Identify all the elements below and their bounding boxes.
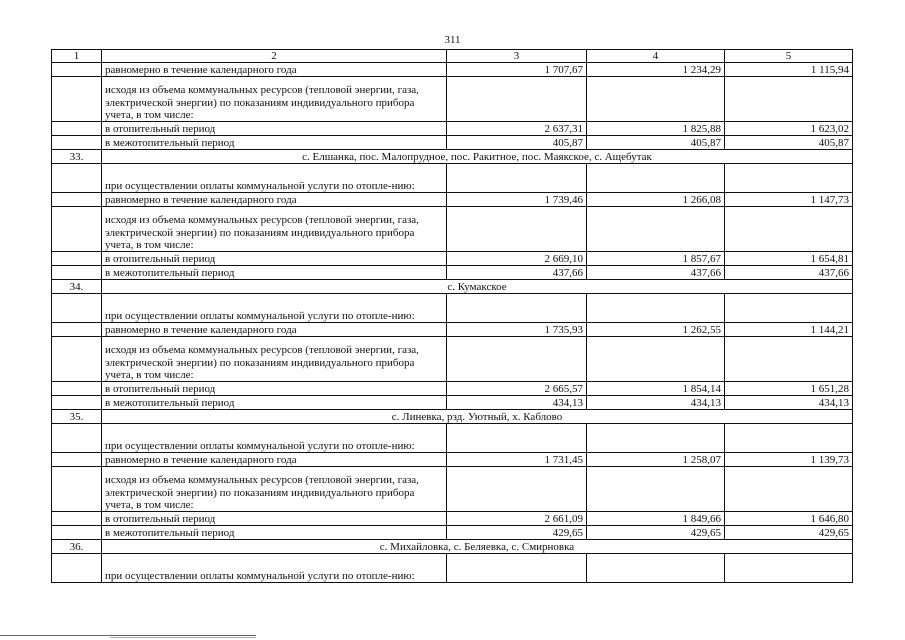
table-row	[52, 396, 853, 410]
row-number-cell	[52, 554, 102, 583]
locality-heading-cell: с. Елшанка, пос. Малопрудное, пос. Ракитное, пос. Маякское, с. Ащебутак	[102, 150, 853, 164]
table-row	[52, 540, 853, 554]
value-col-3-cell: 1 739,46	[447, 193, 587, 207]
row-number-cell	[52, 453, 102, 467]
description-cell: равномерно в течение календарного года	[102, 453, 447, 467]
value-col-4-cell: 429,65	[587, 526, 725, 540]
table-row	[52, 467, 853, 512]
value-col-5-cell: 434,13	[725, 396, 853, 410]
empty-col-3-cell	[447, 554, 587, 583]
empty-col-3-cell	[447, 424, 587, 453]
table-row	[52, 554, 853, 583]
description-cell: в отопительный период	[102, 252, 447, 266]
description-cell: исходя из объема коммунальных ресурсов (тепловой энергии, газа, электрической энергии) по показаниям индивидуального прибора учета, в том числе:	[102, 337, 447, 382]
value-col-5-cell: 437,66	[725, 266, 853, 280]
value-col-3-cell: 1 731,45	[447, 453, 587, 467]
row-number-cell	[52, 382, 102, 396]
value-col-3-cell: 405,87	[447, 136, 587, 150]
value-col-5-cell: 1 623,02	[725, 122, 853, 136]
empty-col-3-cell	[447, 294, 587, 323]
table-row	[52, 150, 853, 164]
table-row	[52, 280, 853, 294]
row-number-cell	[52, 266, 102, 280]
value-col-3-cell: 2 637,31	[447, 122, 587, 136]
value-col-4-cell: 1 854,14	[587, 382, 725, 396]
table-row	[52, 294, 853, 323]
description-cell: при осуществлении оплаты коммунальной услуги по отопле-нию:	[102, 424, 447, 453]
empty-col-5-cell	[725, 337, 853, 382]
description-cell: исходя из объема коммунальных ресурсов (тепловой энергии, газа, электрической энергии) по показаниям индивидуального прибора учета, в том числе:	[102, 207, 447, 252]
table-row	[52, 512, 853, 526]
table-body	[52, 63, 853, 583]
empty-col-3-cell	[447, 467, 587, 512]
description-cell: при осуществлении оплаты коммунальной услуги по отопле-нию:	[102, 164, 447, 193]
empty-col-5-cell	[725, 467, 853, 512]
description-cell: равномерно в течение календарного года	[102, 323, 447, 337]
value-col-5-cell: 1 147,73	[725, 193, 853, 207]
table-row	[52, 410, 853, 424]
table-row	[52, 164, 853, 193]
value-col-4-cell: 1 258,07	[587, 453, 725, 467]
locality-heading-cell: с. Линевка, рзд. Уютный, х. Каблово	[102, 410, 853, 424]
empty-col-4-cell	[587, 337, 725, 382]
description-cell: равномерно в течение календарного года	[102, 193, 447, 207]
row-number-cell	[52, 193, 102, 207]
row-number-cell	[52, 164, 102, 193]
value-col-4-cell: 434,13	[587, 396, 725, 410]
value-col-5-cell: 1 139,73	[725, 453, 853, 467]
table-row	[52, 207, 853, 252]
locality-heading-cell: с. Кумакское	[102, 280, 853, 294]
description-cell: в отопительный период	[102, 122, 447, 136]
value-col-3-cell: 1 735,93	[447, 323, 587, 337]
footer-rule	[0, 635, 256, 636]
value-col-3-cell: 2 661,09	[447, 512, 587, 526]
empty-col-5-cell	[725, 77, 853, 122]
empty-col-3-cell	[447, 77, 587, 122]
header-col-1: 1	[52, 50, 102, 63]
value-col-3-cell: 2 669,10	[447, 252, 587, 266]
table-row	[52, 252, 853, 266]
header-row	[52, 50, 853, 63]
value-col-3-cell: 1 707,67	[447, 63, 587, 77]
description-cell: в межотопительный период	[102, 136, 447, 150]
description-cell: равномерно в течение календарного года	[102, 63, 447, 77]
description-cell: при осуществлении оплаты коммунальной услуги по отопле-нию:	[102, 294, 447, 323]
header-col-3: 3	[447, 50, 587, 63]
table-row	[52, 63, 853, 77]
empty-col-4-cell	[587, 207, 725, 252]
value-col-4-cell: 1 266,08	[587, 193, 725, 207]
table-row	[52, 337, 853, 382]
table-row	[52, 526, 853, 540]
empty-col-5-cell	[725, 424, 853, 453]
header-col-5: 5	[725, 50, 853, 63]
table-row	[52, 122, 853, 136]
value-col-5-cell: 1 651,28	[725, 382, 853, 396]
empty-col-3-cell	[447, 207, 587, 252]
value-col-3-cell: 434,13	[447, 396, 587, 410]
value-col-4-cell: 1 849,66	[587, 512, 725, 526]
row-number-cell: 33.	[52, 150, 102, 164]
table-row	[52, 323, 853, 337]
description-cell: в отопительный период	[102, 382, 447, 396]
empty-col-3-cell	[447, 164, 587, 193]
empty-col-4-cell	[587, 467, 725, 512]
value-col-3-cell: 429,65	[447, 526, 587, 540]
footer-rule-secondary	[110, 637, 256, 638]
header-col-4: 4	[587, 50, 725, 63]
value-col-5-cell: 429,65	[725, 526, 853, 540]
row-number-cell	[52, 122, 102, 136]
row-number-cell: 34.	[52, 280, 102, 294]
value-col-5-cell: 405,87	[725, 136, 853, 150]
table-row	[52, 382, 853, 396]
value-col-4-cell: 437,66	[587, 266, 725, 280]
value-col-3-cell: 2 665,57	[447, 382, 587, 396]
header-col-2: 2	[102, 50, 447, 63]
value-col-5-cell: 1 144,21	[725, 323, 853, 337]
row-number-cell	[52, 337, 102, 382]
empty-col-5-cell	[725, 294, 853, 323]
description-cell: исходя из объема коммунальных ресурсов (тепловой энергии, газа, электрической энергии) по показаниям индивидуального прибора учета, в том числе:	[102, 467, 447, 512]
value-col-4-cell: 1 825,88	[587, 122, 725, 136]
description-cell: в межотопительный период	[102, 526, 447, 540]
row-number-cell	[52, 424, 102, 453]
value-col-5-cell: 1 115,94	[725, 63, 853, 77]
description-cell: в отопительный период	[102, 512, 447, 526]
row-number-cell	[52, 526, 102, 540]
empty-col-4-cell	[587, 294, 725, 323]
empty-col-4-cell	[587, 77, 725, 122]
row-number-cell	[52, 77, 102, 122]
row-number-cell	[52, 294, 102, 323]
value-col-4-cell: 1 262,55	[587, 323, 725, 337]
row-number-cell	[52, 136, 102, 150]
row-number-cell: 36.	[52, 540, 102, 554]
table-row	[52, 136, 853, 150]
table-row	[52, 424, 853, 453]
row-number-cell	[52, 63, 102, 77]
description-cell: в межотопительный период	[102, 266, 447, 280]
value-col-4-cell: 1 234,29	[587, 63, 725, 77]
table-row	[52, 266, 853, 280]
empty-col-5-cell	[725, 554, 853, 583]
tariff-table	[51, 49, 853, 583]
description-cell: в межотопительный период	[102, 396, 447, 410]
value-col-5-cell: 1 646,80	[725, 512, 853, 526]
value-col-3-cell: 437,66	[447, 266, 587, 280]
value-col-4-cell: 1 857,67	[587, 252, 725, 266]
locality-heading-cell: с. Михайловка, с. Беляевка, с. Смирновка	[102, 540, 853, 554]
table-row	[52, 453, 853, 467]
empty-col-5-cell	[725, 164, 853, 193]
row-number-cell	[52, 207, 102, 252]
empty-col-5-cell	[725, 207, 853, 252]
row-number-cell	[52, 512, 102, 526]
row-number-cell	[52, 323, 102, 337]
page-number: 311	[444, 34, 461, 46]
description-cell: при осуществлении оплаты коммунальной услуги по отопле-нию:	[102, 554, 447, 583]
value-col-4-cell: 405,87	[587, 136, 725, 150]
row-number-cell: 35.	[52, 410, 102, 424]
empty-col-4-cell	[587, 554, 725, 583]
table-row	[52, 77, 853, 122]
empty-col-4-cell	[587, 424, 725, 453]
description-cell: исходя из объема коммунальных ресурсов (тепловой энергии, газа, электрической энергии) по показаниям индивидуального прибора учета, в том числе:	[102, 77, 447, 122]
empty-col-4-cell	[587, 164, 725, 193]
table-row	[52, 193, 853, 207]
value-col-5-cell: 1 654,81	[725, 252, 853, 266]
row-number-cell	[52, 252, 102, 266]
row-number-cell	[52, 396, 102, 410]
row-number-cell	[52, 467, 102, 512]
empty-col-3-cell	[447, 337, 587, 382]
